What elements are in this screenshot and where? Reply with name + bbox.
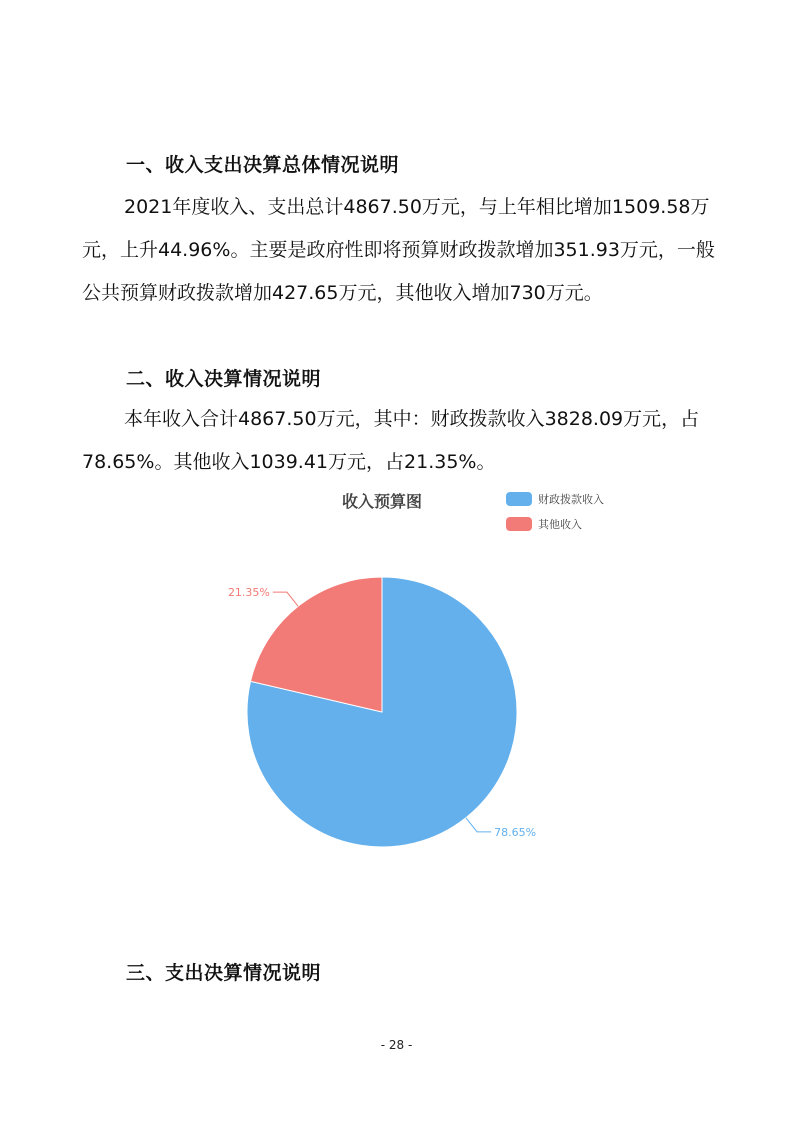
- section1-paragraph-text: 2021年度收入、支出总计4867.50万元，与上年相比增加1509.58万元，上升44.96%。主要是政府性即将预算财政拨款增加351.93万元，一般公共预算财政拨款增加427.65万元，其他收入增加730万元。: [82, 196, 715, 304]
- legend-swatch-0: [506, 492, 532, 506]
- leader-line-0: [466, 818, 491, 832]
- slice-label-1: 21.35%: [227, 586, 270, 600]
- section2-paragraph: [82, 398, 722, 484]
- slice-label-0: 78.65%: [494, 825, 537, 839]
- page-number: - 28 -: [380, 1038, 413, 1052]
- section1-paragraph: [82, 186, 722, 315]
- chart-title: 收入预算图: [341, 492, 423, 511]
- pie-slices: [247, 577, 517, 847]
- leader-line-1: [273, 592, 298, 606]
- legend-label-1: 其他收入: [538, 518, 582, 531]
- legend-swatch-1: [506, 517, 532, 531]
- section2-heading: 二、收入决算情况说明: [126, 368, 322, 390]
- section2-paragraph-text: 本年收入合计4867.50万元，其中：财政拨款收入3828.09万元，占78.65%。其他收入1039.41万元，占21.35%。: [82, 408, 700, 473]
- chart-legend: [506, 492, 604, 531]
- pie-chart: [200, 478, 640, 868]
- section1-heading: 一、收入支出决算总体情况说明: [126, 154, 400, 176]
- section3-heading: 三、支出决算情况说明: [126, 962, 322, 984]
- legend-label-0: 财政拨款收入: [538, 493, 604, 506]
